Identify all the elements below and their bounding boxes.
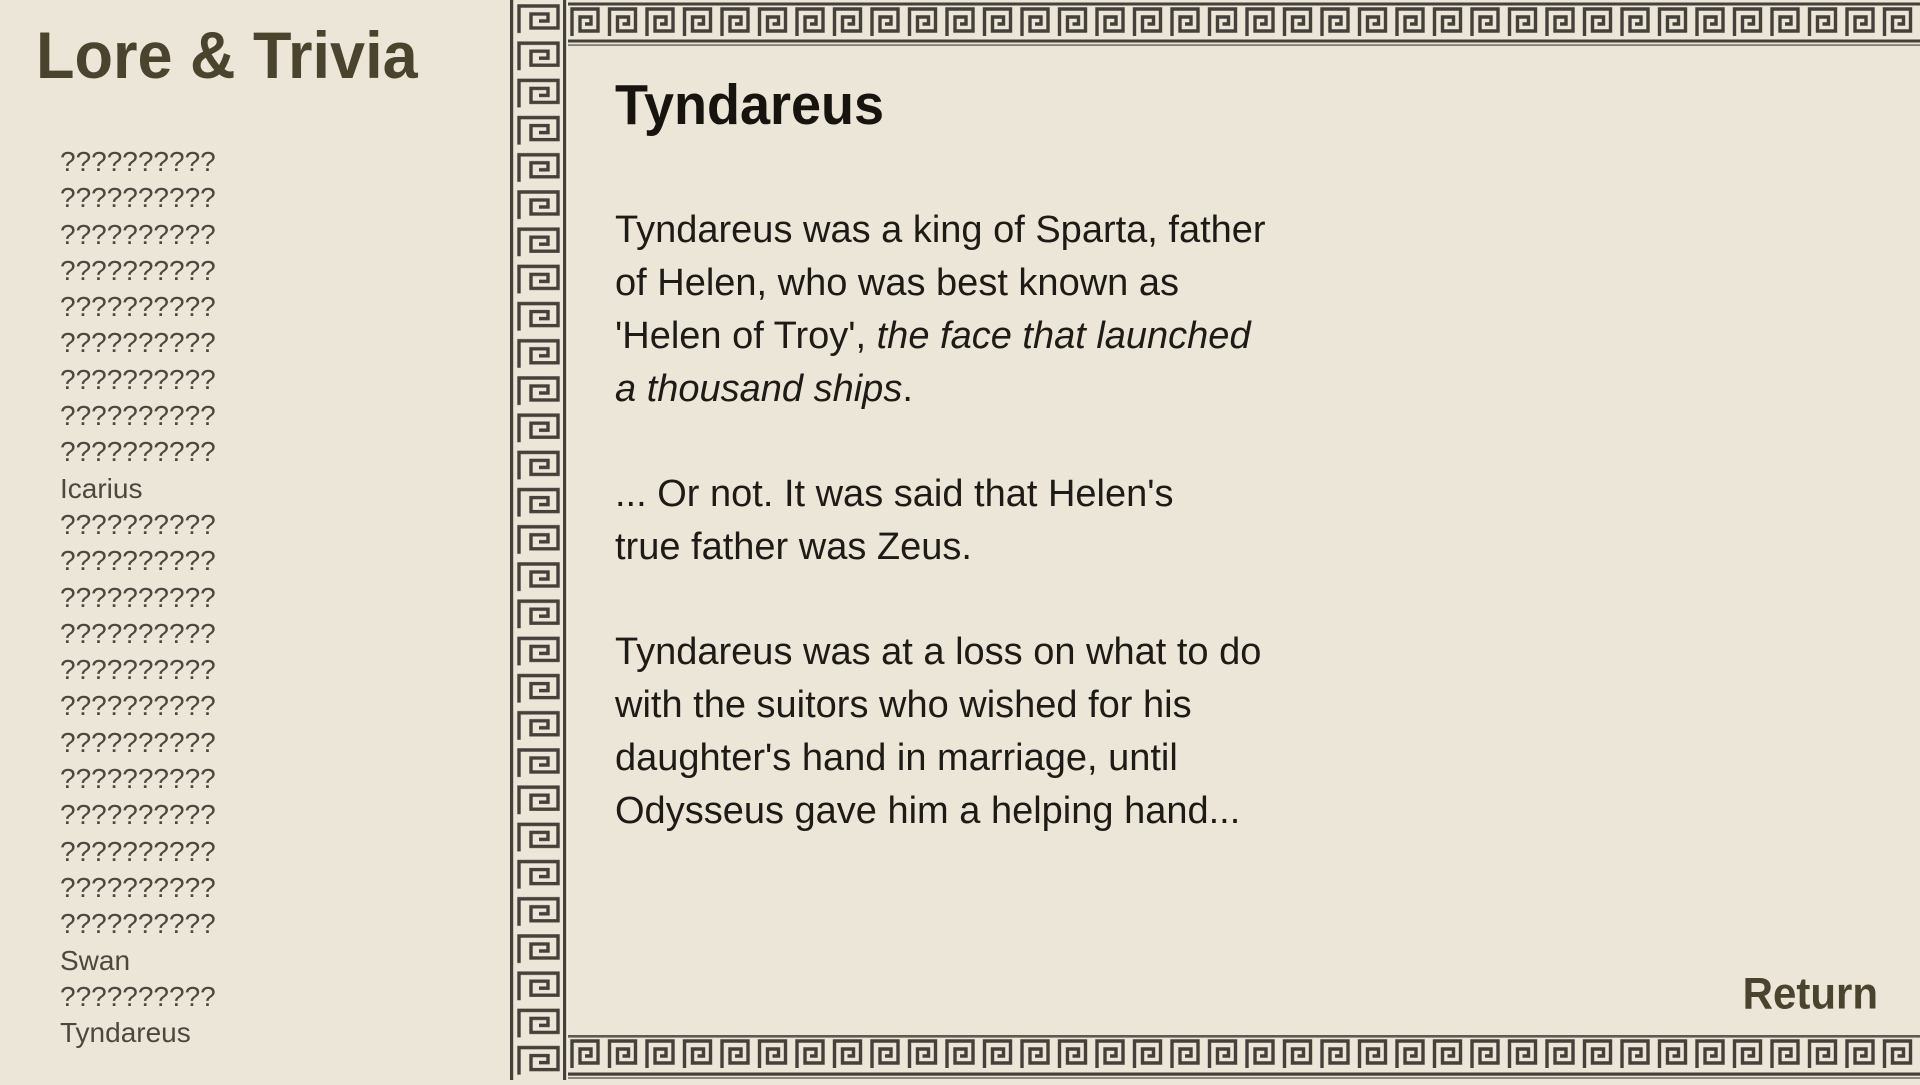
greek-key-border-bottom-icon	[568, 1032, 1920, 1080]
lore-list-item[interactable]: Swan	[60, 944, 131, 976]
sidebar	[0, 0, 508, 1080]
lore-list-item[interactable]: ??????????	[60, 835, 216, 867]
lore-list-item[interactable]: ??????????	[60, 763, 216, 795]
lore-list-item[interactable]: ??????????	[60, 654, 216, 686]
entry-text-line: a thousand ships.	[615, 368, 913, 410]
greek-key-border-top-icon	[568, 0, 1920, 48]
lore-list-item[interactable]: ??????????	[60, 871, 216, 903]
lore-list-item[interactable]: ??????????	[60, 291, 216, 323]
lore-list-item[interactable]: Icarius	[60, 472, 143, 504]
lore-list-item[interactable]: ??????????	[60, 146, 216, 177]
entry-text-line: ... Or not. It was said that Helen's	[615, 473, 1174, 515]
entry-paragraph	[615, 204, 1266, 416]
lore-detail-panel	[568, 0, 1920, 1080]
lore-list-item[interactable]: ??????????	[60, 581, 216, 613]
entry-text-line: 'Helen of Troy', the face that launched	[615, 315, 1251, 357]
lore-list-item[interactable]: ??????????	[60, 799, 216, 831]
lore-list-item[interactable]: ??????????	[60, 508, 216, 540]
entry-text-line: of Helen, who was best known as	[615, 262, 1179, 304]
entry-text-line: Tyndareus was at a loss on what to do	[615, 631, 1262, 673]
lore-list-item[interactable]: ??????????	[60, 980, 216, 1012]
lore-list-item[interactable]: ??????????	[60, 254, 216, 286]
entry-title: Tyndareus	[615, 73, 885, 137]
lore-list-item[interactable]: ??????????	[60, 400, 216, 432]
entry-paragraph	[615, 468, 1266, 574]
entry-text-line: Odysseus gave him a helping hand...	[615, 790, 1241, 832]
lore-list-item[interactable]: ??????????	[60, 617, 216, 649]
entry-text-line: true father was Zeus.	[615, 526, 972, 568]
return-button[interactable]: Return	[1742, 968, 1878, 1019]
lore-list-item[interactable]: ??????????	[60, 182, 216, 214]
page-title: Lore & Trivia	[36, 19, 418, 93]
greek-key-border-left-icon	[508, 0, 568, 1080]
lore-list-item[interactable]: ??????????	[60, 690, 216, 722]
lore-list-item[interactable]: ??????????	[60, 436, 216, 468]
lore-list-item[interactable]: ??????????	[60, 363, 216, 395]
entry-text-line: with the suitors who wished for his	[615, 684, 1192, 726]
lore-list-item[interactable]: ??????????	[60, 218, 216, 250]
lore-list-item[interactable]: ??????????	[60, 545, 216, 577]
entry-text-line: daughter's hand in marriage, until	[615, 737, 1178, 779]
lore-list-item[interactable]: ??????????	[60, 327, 216, 359]
lore-list-item[interactable]: ??????????	[60, 726, 216, 758]
lore-list-item[interactable]: ??????????	[60, 908, 216, 940]
entry-paragraph	[615, 626, 1266, 838]
entry-body	[615, 204, 1266, 890]
lore-list	[60, 144, 216, 1051]
lore-list-item[interactable]: Tyndareus	[60, 1017, 191, 1049]
entry-text-line: Tyndareus was a king of Sparta, father	[615, 209, 1266, 251]
